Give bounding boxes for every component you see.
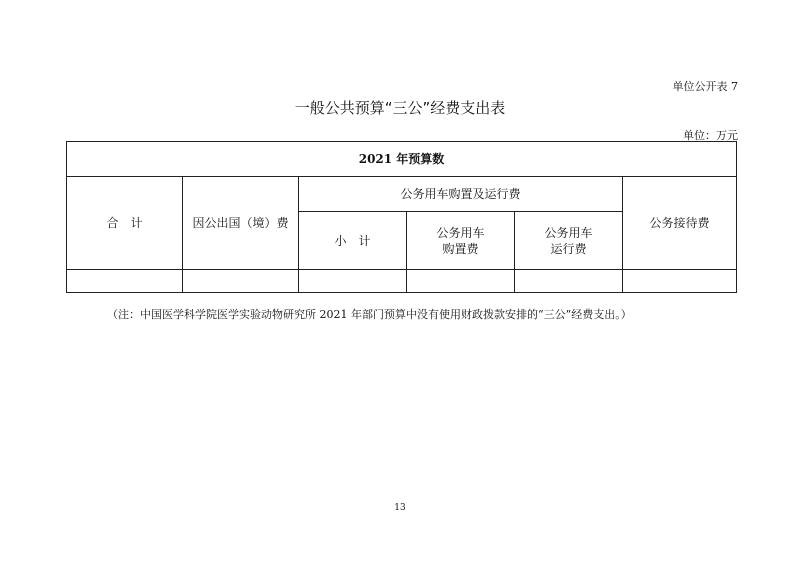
vehicle-purchase-header-cell bbox=[407, 212, 515, 270]
value-cell-total bbox=[67, 270, 183, 293]
vehicle-operation-header-line-2: 运行费 bbox=[550, 241, 587, 256]
form-number: 单位公开表 7 bbox=[672, 80, 738, 93]
vehicle-group-header-cell: 公务用车购置及运行费 bbox=[299, 177, 623, 212]
footnote: （注：中国医学科学院医学实验动物研究所 2021 年部门预算中没有使用财政拨款安排的“三公”经费支出。） bbox=[107, 308, 632, 321]
subtotal-header-cell: 小 计 bbox=[299, 212, 407, 270]
reception-header-cell: 公务接待费 bbox=[623, 177, 737, 270]
budget-table bbox=[66, 141, 737, 293]
year-header-cell: 2021 年预算数 bbox=[67, 142, 737, 177]
vehicle-purchase-header-line-2: 购置费 bbox=[442, 241, 479, 256]
vehicle-operation-header-line-1: 公务用车 bbox=[544, 225, 593, 240]
vehicle-purchase-header-line-1: 公务用车 bbox=[436, 225, 485, 240]
total-header-cell: 合 计 bbox=[67, 177, 183, 270]
value-cell-subtotal bbox=[299, 270, 407, 293]
value-cell-overseas bbox=[183, 270, 299, 293]
unit-label: 单位：万元 bbox=[683, 129, 738, 142]
vehicle-operation-header-cell bbox=[515, 212, 623, 270]
value-cell-vehicle-purchase bbox=[407, 270, 515, 293]
value-cell-reception bbox=[623, 270, 737, 293]
page-number: 13 bbox=[394, 503, 406, 513]
table-row bbox=[67, 270, 737, 293]
year-header-row bbox=[67, 142, 737, 177]
column-header-row-1 bbox=[67, 177, 737, 212]
value-cell-vehicle-operation bbox=[515, 270, 623, 293]
overseas-travel-header-cell: 因公出国（境）费 bbox=[183, 177, 299, 270]
document-title: 一般公共预算“三公”经费支出表 bbox=[294, 99, 506, 117]
